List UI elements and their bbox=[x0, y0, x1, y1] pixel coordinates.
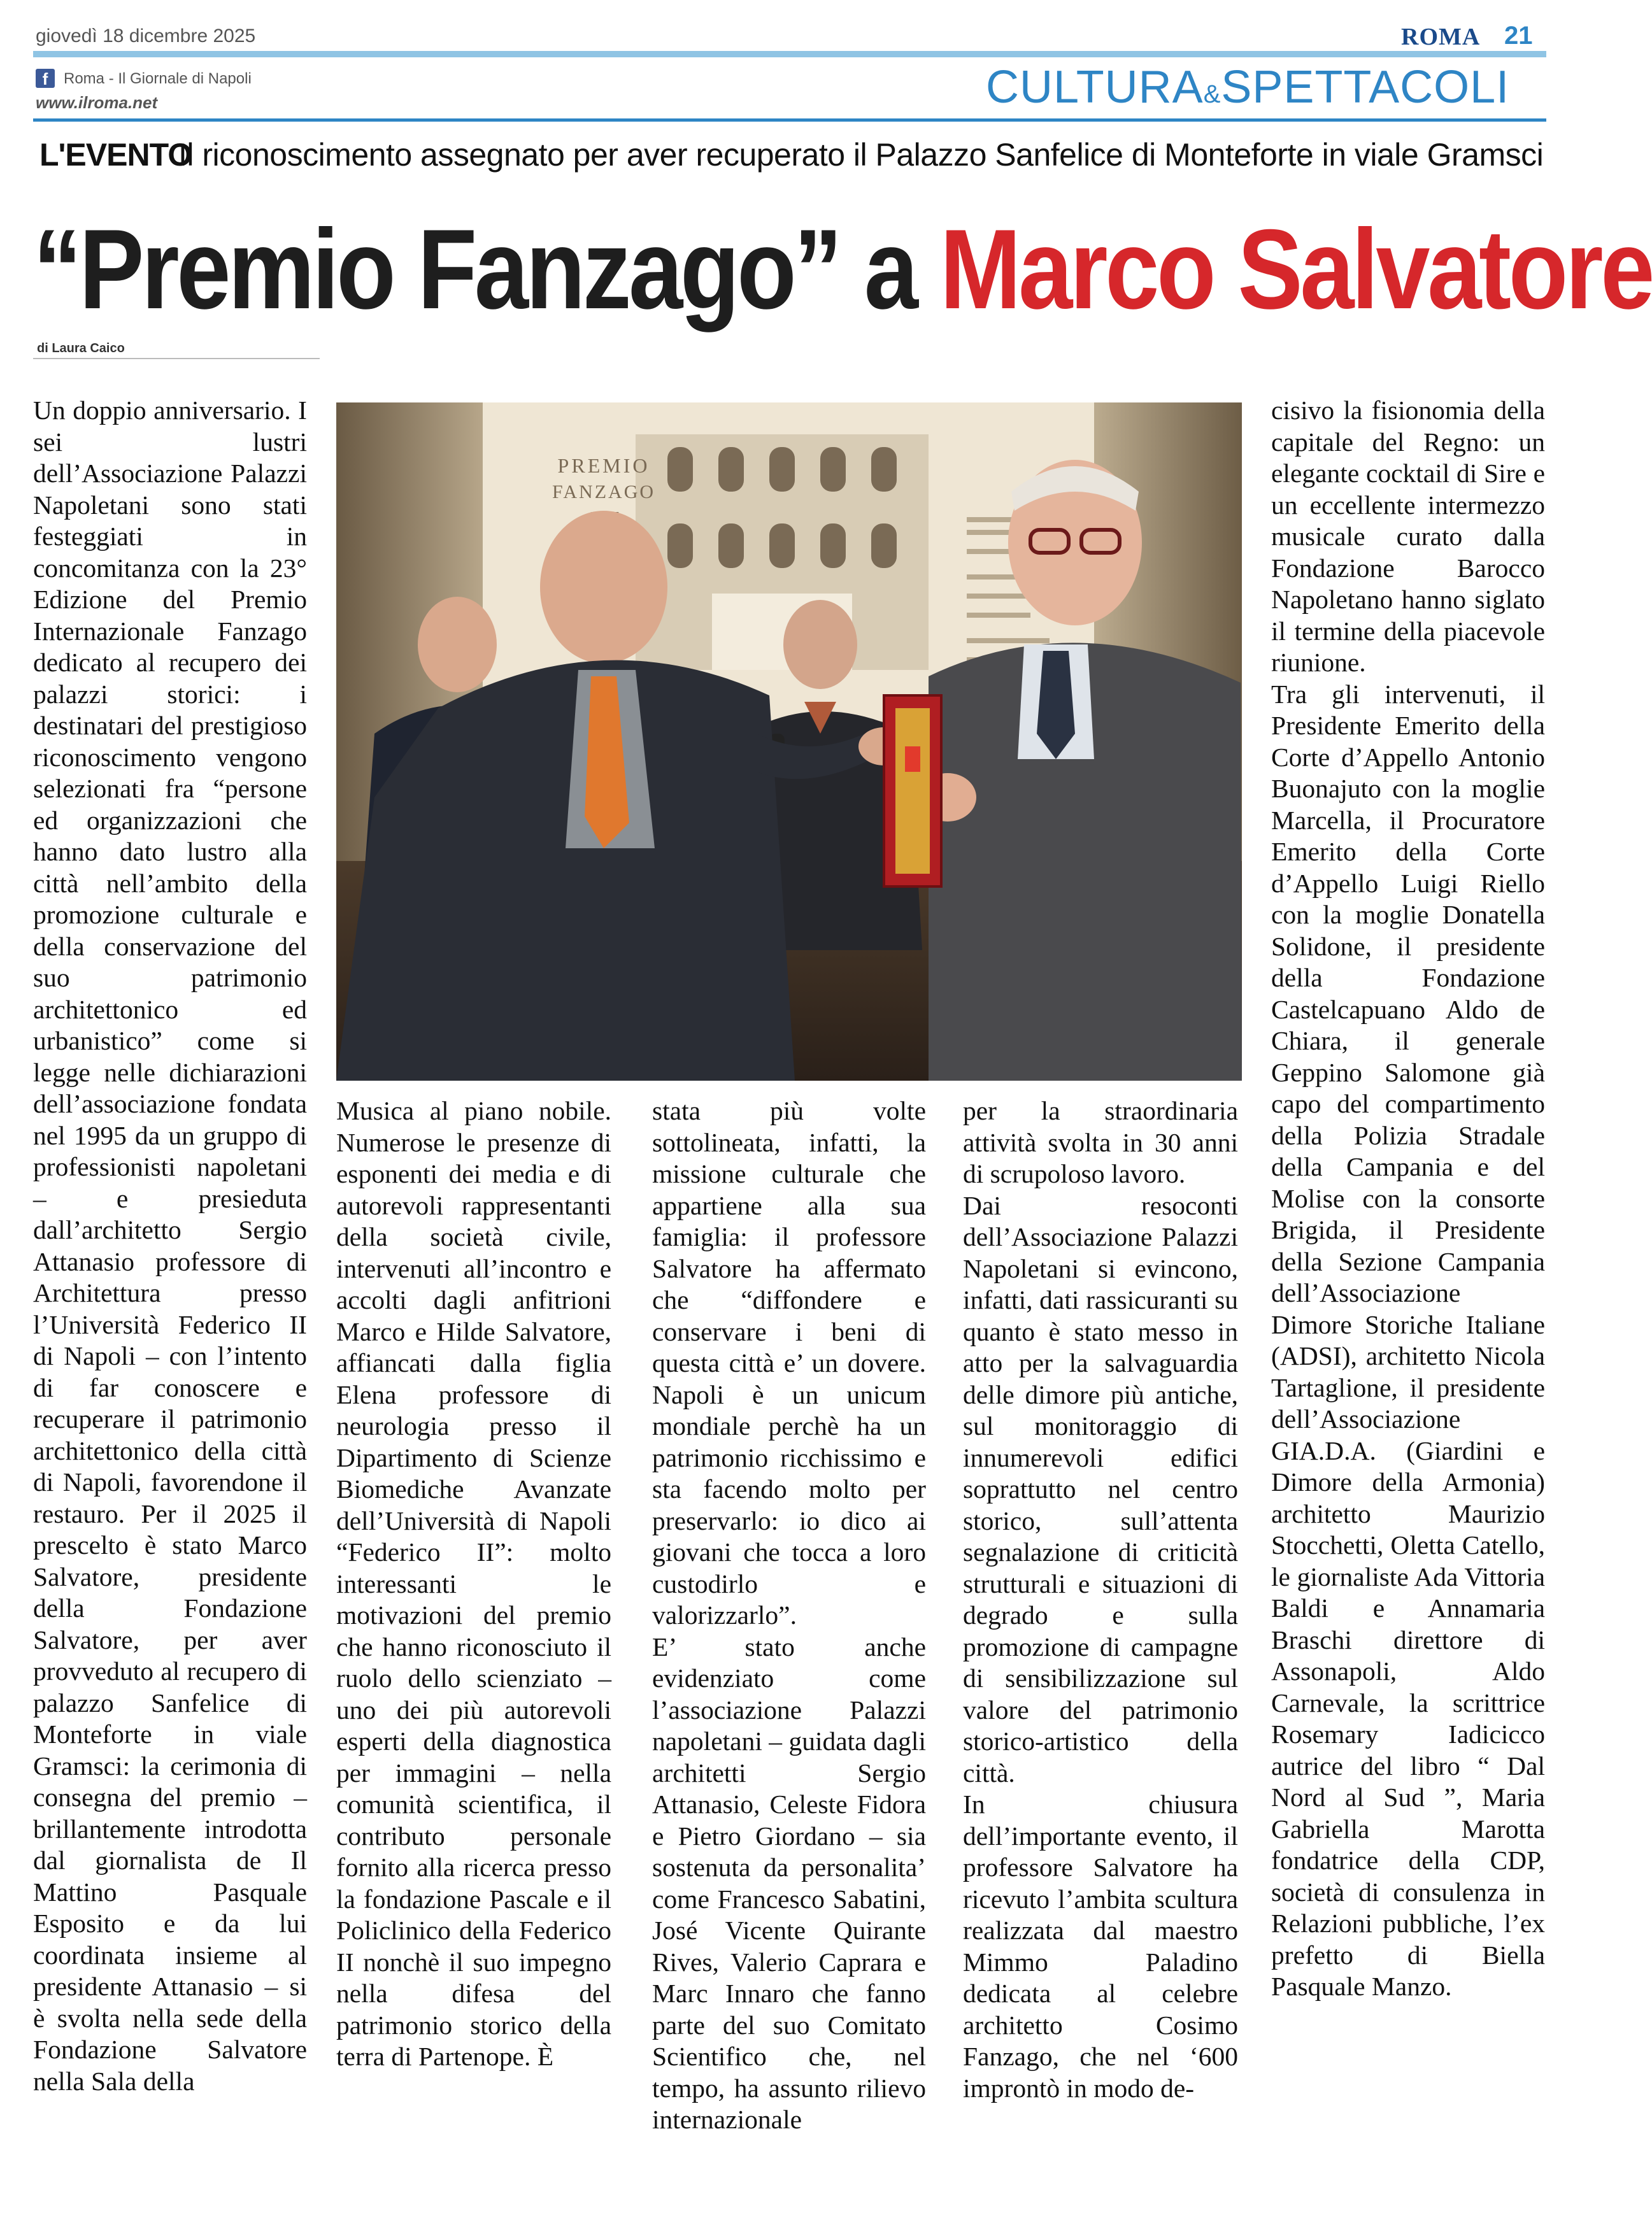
article-column-3 bbox=[652, 1095, 926, 2136]
column-3-paragraph-1: stata più volte sottolineata, infatti, la missione culturale che appartiene alla sua famiglia: il professore Salvatore ha affermato che “diffondere e conservare i beni di questa città e’ un dovere. Napoli è un unicum mondiale perchè ha un patrimonio ricchissimo e sta facendo molto per preservarlo: io dico ai giovani che tocca a loro custodirlo e valorizzarlo”. bbox=[652, 1096, 926, 1630]
section-right: SPETTACOLI bbox=[1221, 62, 1510, 113]
banner-title-line1: PREMIO bbox=[557, 454, 650, 477]
facebook-icon: f bbox=[36, 69, 55, 88]
column-4-paragraph-1: per la straordinaria attività svolta in 30 anni di scrupoloso lavoro. bbox=[963, 1096, 1238, 1188]
website-link[interactable]: www.ilroma.net bbox=[36, 93, 158, 112]
top-rule bbox=[33, 51, 1546, 57]
article-kicker: L'EVENTO bbox=[39, 137, 192, 173]
column-4-paragraph-3: In chiusura dell’importante evento, il professore Salvatore ha ricevuto l’ambita scultura realizzata dal maestro Mimmo Paladino dedicata al celebre architetto Cosimo Fanzago, che nel ‘600 improntò in modo de- bbox=[963, 1789, 1238, 2103]
article-headline bbox=[33, 203, 1652, 336]
column-3-paragraph-2: E’ stato anche evidenziato come l’associazione Palazzi napoletani – guidata dagli architetti Sergio Attanasio, Celeste Fidora e Pietro Giordano – sia sostenuta da personalita’ come Francesco Sabatini, José Vicente Quirante Rives, Valerio Caprara e Marc Innaro che fanno parte del suo Comitato Scientifico che, nel tempo, ha assunto rilievo internazionale bbox=[652, 1632, 926, 2134]
article-column-2 bbox=[336, 1095, 611, 2073]
banner-title-line2: FANZAGO bbox=[552, 481, 656, 502]
article-column-1 bbox=[33, 395, 307, 2097]
section-rule bbox=[33, 118, 1546, 122]
section-title bbox=[986, 61, 1509, 113]
award-photo bbox=[336, 402, 1242, 1081]
column-1-text: Un doppio anniversario. I sei lustri dell’Associazione Palazzi Napoletani sono stati festeggiati in concomitanza con la 23° Edizione del Premio Internazionale Fanzago dedicato al recupero dei palazzi storici: i destinatari del prestigioso riconoscimento vengono selezionati fra “persone ed organizzazioni che hanno dato lustro alla città nell’ambito della promozione culturale e della conservazione del suo patrimonio architettonico ed urbanistico” come si legge nelle dichiarazioni dell’associazione fondata nel 1995 da un gruppo di professionisti napoletani – e presieduta dall’architetto Sergio Attanasio professore di Architettura presso l’Università Federico II di Napoli – con l’intento di far conoscere e recuperare il patrimonio architettonico della città di Napoli, favorendone il restauro. Per il 2025 il prescelto è stato Marco Salvatore, presidente della Fondazione Salvatore, per aver provveduto al recupero di palazzo Sanfelice di Monteforte in viale Gramsci: la cerimonia di consegna del premio – brillantemente introdotta dal giornalista de Il Mattino Pasquale Esposito e da lui coordinata insieme al presidente Attanasio – si è svolta nella sede della Fondazione Salvatore nella Sala della bbox=[33, 395, 307, 2096]
section-ampersand: & bbox=[1203, 80, 1221, 108]
newspaper-name: ROMA bbox=[1401, 24, 1481, 50]
award-photo-illustration bbox=[336, 402, 1242, 1081]
headline-part2: Marco Salvatore bbox=[939, 206, 1652, 332]
column-4-paragraph-2: Dai resoconti dell’Associazione Palazzi Napoletani si evincono, infatti, dati rassicuranti su quanto è stato messo in atto per la salvaguardia delle dimore più antiche, sul monitoraggio di innumerevoli edifici soprattutto nel centro storico, sull’attenta segnalazione di criticità strutturali e situazioni di degrado e sulla promozione di campagne di sensibilizzazione sul valore del patrimonio storico-artistico della città. bbox=[963, 1190, 1238, 1788]
section-left: CULTURA bbox=[986, 62, 1204, 113]
headline-part1: “Premio Fanzago” a bbox=[33, 206, 940, 332]
byline-rule bbox=[33, 358, 320, 359]
article-column-5 bbox=[1271, 395, 1545, 2003]
article-byline: di Laura Caico bbox=[37, 341, 125, 355]
page-number: 21 bbox=[1504, 22, 1533, 50]
column-5-paragraph-1: cisivo la fisionomia della capitale del Regno: un elegante cocktail di Sire e un eccellente intermezzo musicale curato dalla Fondazione Barocco Napoletano hanno siglato il termine della piacevole riunione. bbox=[1271, 395, 1545, 677]
article-subtitle: Il riconoscimento assegnato per aver recuperato il Palazzo Sanfelice di Monteforte in viale Gramsci bbox=[178, 137, 1544, 173]
column-2-text: Musica al piano nobile. Numerose le presenze di esponenti dei media e di autorevoli rappresentanti della società civile, intervenuti all’incontro e accolti dagli anfitrioni Marco e Hilde Salvatore, affiancati dalla figlia Elena professore di neurologia presso il Dipartimento di Scienze Biomediche Avanzate dell’Università di Napoli “Federico II”: molto interessanti le motivazioni del premio che hanno riconosciuto il ruolo dello scienziato – uno dei più autorevoli esperti della diagnostica per immagini – nella comunità scientifica, il contributo personale fornito alla ricerca presso la fondazione Pascale e il Policlinico della Federico II nonchè il suo impegno nella difesa del patrimonio storico della terra di Partenope. È bbox=[336, 1096, 611, 2071]
article-column-4 bbox=[963, 1095, 1238, 2104]
column-5-paragraph-2: Tra gli intervenuti, il Presidente Emerito della Corte d’Appello Antonio Buonajuto con la moglie Marcella, il Procuratore Emerito della Corte d’Appello Luigi Riello con la moglie Donatella Solidone, il presidente della Fondazione Castelcapuano Aldo de Chiara, il generale Geppino Salomone già capo del compartimento della Polizia Stradale della Campania e del Molise con la consorte Brigida, il Presidente della Sezione Campania dell’Associazione Dimore Storiche Italiane (ADSI), architetto Nicola Tartaglione, il presidente dell’Associazione GIA.D.A. (Giardini e Dimore della Armonia) architetto Maurizio Stocchetti, Oletta Catello, le giornaliste Ada Vittoria Baldi e Annamaria Braschi direttore di Assonapoli, Aldo Carnevale, la scrittrice Rosemary Iadicicco autrice del libro “ Dal Nord al Sud ”, Maria Gabriella Marotta fondatrice della CDP, società di consulenza in Relazioni pubbliche, l’ex prefetto di Biella Pasquale Manzo. bbox=[1271, 679, 1545, 2001]
issue-date: giovedì 18 dicembre 2025 bbox=[36, 25, 256, 46]
facebook-page: Roma - Il Giornale di Napoli bbox=[64, 70, 252, 87]
